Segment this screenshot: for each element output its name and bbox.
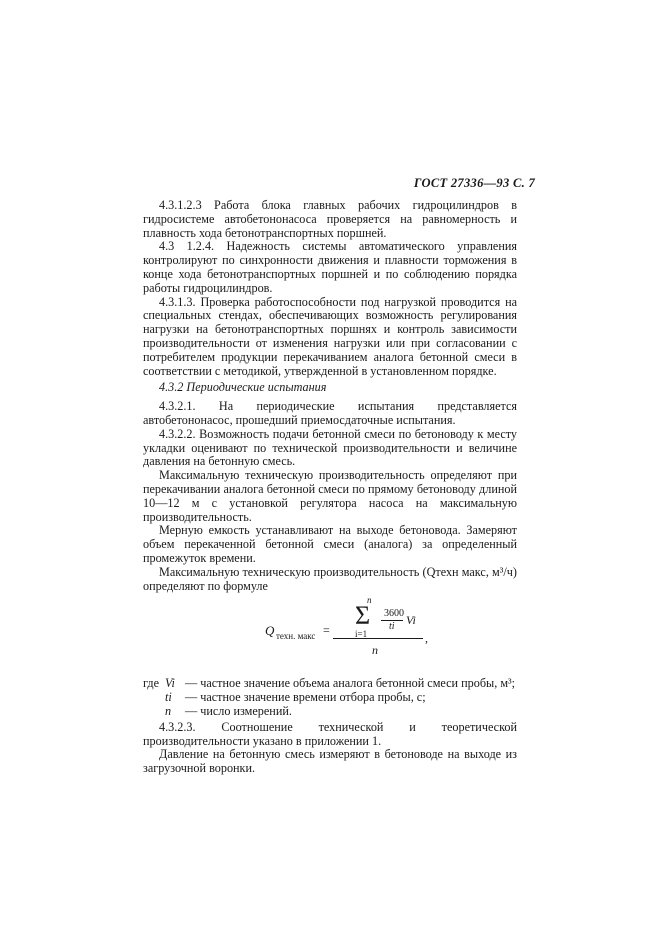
legend-lead: где	[143, 676, 160, 691]
formula-inner-denominator: ti	[389, 621, 395, 633]
formula-sigma: Σ	[355, 601, 371, 631]
formula-legend	[143, 677, 517, 718]
paragraph-pressure: Давление на бетонную смесь измеряют в бетоноводе на выходе из загрузочной воронки.	[143, 747, 517, 776]
legend-text: — число измерений.	[185, 703, 292, 718]
paragraph-4-3-2-2: 4.3.2.2. Возможность подачи бетонной смеси по бетоноводу к месту укладки оценивают по технической производительности и величине давления на бетонную смесь.	[143, 426, 517, 469]
formula-sum-upper: n	[367, 595, 372, 606]
formula-lhs-subscript: техн. макс	[276, 631, 316, 642]
paragraph-4-3-2-3: 4.3.2.3. Соотношение технической и теоретической производительности указано в приложении 1.	[143, 719, 517, 748]
legend-row-ti	[143, 691, 517, 705]
legend-text: — частное значение времени отбора пробы, с;	[185, 690, 426, 705]
formula-equals: =	[323, 623, 330, 638]
legend-symbol: ti	[165, 690, 172, 705]
paragraph-4-3-1-2-4: 4.3 1.2.4. Надежность системы автоматического управления контролируют по синхронности движения и плавности торможения в конце хода бетонотранспортных поршней и по соблюдению порядка работы гидроцилиндров.	[143, 239, 517, 295]
paragraph-measuring-tank: Мерную емкость устанавливают на выходе бетоновода. Замеряют объем перекаченной бетонной смеси (аналога) за определенный промежуток времени.	[143, 523, 517, 565]
legend-row-vi	[143, 677, 517, 691]
document-body	[143, 199, 517, 776]
formula-lhs: Q	[265, 623, 275, 639]
formula-volume: Vi	[406, 613, 416, 628]
formula-main-fraction-bar	[333, 638, 423, 639]
legend-text: — частное значение объема аналога бетонной смеси пробы, м³;	[185, 676, 516, 691]
paragraph-max-productivity: Максимальную техническую производительность определяют при перекачивании аналога бетонной смеси по прямому бетоноводу длиной 10—12 м с установкой регулятора насоса на максимальную производительность.	[143, 468, 517, 524]
productivity-formula	[143, 595, 517, 671]
legend-symbol: n	[165, 703, 172, 718]
formula-numerator-const: 3600	[384, 608, 404, 620]
formula-sum-lower: i=1	[355, 629, 368, 640]
paragraph-4-3-1-2-3: 4.3.1.2.3 Работа блока главных рабочих гидроцилиндров в гидросистеме автобетононасоса проверяется на равномерность и плавность хода бетонотранспортных поршней.	[143, 198, 517, 240]
legend-row-n	[143, 705, 517, 719]
paragraph-formula-intro: Максимальную техническую производительность (Qтехн макс, м³/ч) определяют по формуле	[143, 564, 517, 593]
legend-symbol: Vi	[165, 676, 175, 691]
formula-denominator: n	[372, 643, 378, 658]
paragraph-4-3-2-1: 4.3.2.1. На периодические испытания представляется автобетононасос, прошедший приемосдаточные испытания.	[143, 399, 517, 427]
formula-comma: ,	[425, 631, 428, 646]
document-header: ГОСТ 27336—93 С. 7	[413, 176, 535, 190]
section-heading-4-3-2: 4.3.2 Периодические испытания	[159, 380, 327, 395]
paragraph-4-3-1-3: 4.3.1.3. Проверка работоспособности под нагрузкой проводится на специальных стендах, обеспечивающих возможность регулирования нагрузки на бетонотранспортных поршнях и контроль зависимости производительности от изменения нагрузки или при согласовании с потребителем продукции перекачиванием аналога бетонной смеси в соответствии с методикой, утвержденной в установленном порядке.	[143, 294, 517, 378]
